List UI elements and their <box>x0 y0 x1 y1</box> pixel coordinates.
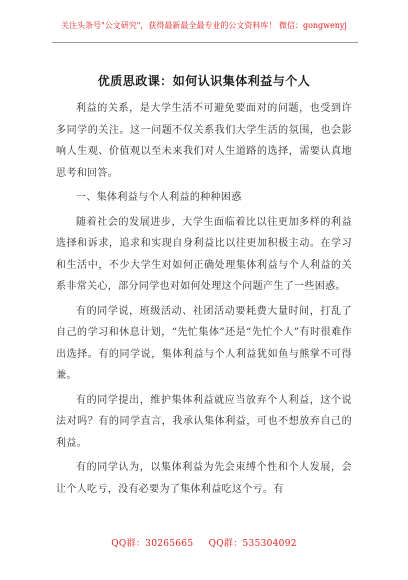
document-title: 优质思政课：如何认识集体利益与个人 <box>97 74 311 88</box>
header-divider <box>52 42 358 43</box>
header-notice: 关注头条号"公文研究"，获得最新最全最专业的公文资料库！ 微信：gongwenyj <box>61 21 347 30</box>
qq-group-1: QQ群：30265665 <box>111 539 194 549</box>
qq-group-2: QQ群：535304092 <box>208 539 297 549</box>
paragraph-example-1: 有的同学说，班级活动、社团活动要耗费大量时间，打乱了自己的学习和休息计划，“先忙集体”还是“先忙个人”有时很难作出选择。有的同学说，集体利益与个人利益犹如鱼与熊掌不可得兼。 <box>56 305 352 381</box>
paragraph-intro: 利益的关系，是大学生活不可避免要面对的问题，也受到许多同学的关注。这一问题不仅关系我们大学生活的氛围，也会影响人生观、价值观以至未来我们对人生道路的选择，需要认真地思考和回答。 <box>56 103 352 179</box>
section-heading: 一、集体利益与个人利益的种种困惑 <box>76 192 242 203</box>
document-body <box>56 98 352 500</box>
footer-contacts <box>0 536 408 549</box>
paragraph-example-3: 有的同学认为，以集体利益为先会束缚个性和个人发展，会让个人吃亏，没有必要为了集体利益吃这个亏。有 <box>56 462 352 495</box>
paragraph-background: 随着社会的发展进步，大学生面临着比以往更加多样的利益选择和诉求，追求和实现自身利益比以往更加积极主动。在学习和生活中，不少大学生对如何正确处理集体利益与个人利益的关系非常关心，部分同学也对如何处理这个问题产生了一些困惑。 <box>56 216 352 292</box>
paragraph-example-2: 有的同学提出，维护集体利益就应当放弃个人利益，这个说法对吗？有的同学直言，我承认集体利益，可也不想放弃自己的利益。 <box>56 394 352 449</box>
